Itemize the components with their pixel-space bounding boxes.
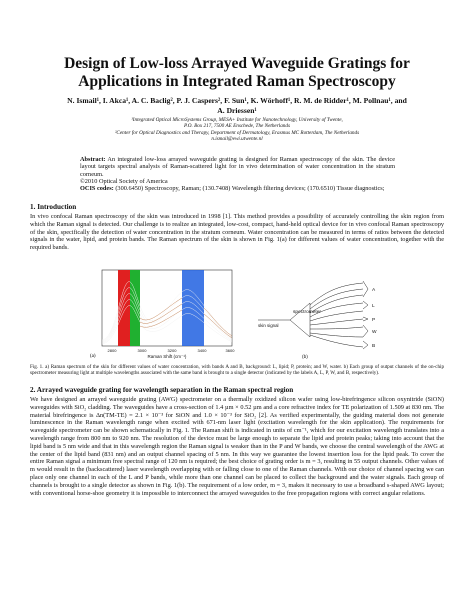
section-2-heading: 2. Arrayed waveguide grating for wavelength separation in the Raman spectral region [30, 386, 294, 394]
section-1-paragraph: In vivo confocal Raman spectroscopy of the skin was introduced in 1998 [1]. This method provides a possibility of accurately controlling the skin region from which the Raman signal is detected. Our challenge is to realize an integrated, low-cost, compact, hand-held optical device for in vivo confocal Raman spectroscopy of the skin, specifically the detection of water concentration in the stratum corneum. Water concentration can be measured in terms of ratios between the detected signals in the water, lipid, and protein bands. The Raman spectrum of the skin is shown in Fig. 1(a) for different values of water concentration, together with the required bands. [30, 213, 444, 252]
skin-signal-text: skin signal [258, 323, 279, 328]
skin-signal-label [258, 323, 279, 328]
authors-line-2: A. Driessen¹ [217, 105, 257, 115]
affiliation-1-address: P.O. Box 217, 7500 AE Enschede, The Netherlands [184, 123, 290, 130]
section-2-paragraph: We have designed an arrayed waveguide grating (AWG) spectrometer on a thermally oxidized silicon wafer using low-birefringence silicon oxynitride (SiON) waveguides with SiO₂ cladding. The waveguides have a cross-section of 1.4 µm × 0.52 µm and a core refractive index for TE polarization of 1.509 at 830 nm. The material birefringence is Δn(TM-TE) = 2.1 × 10⁻³ for SiON and 1.0 × 10⁻³ for SiO₂ [2]. As verified experimentally, the guiding material does not generate luminescence in the Raman wavelength range when excited with 671-nm laser light (excitation wavelength for the skin application). The requirements for waveguide spectrometer can be shown schematically in Fig. 1. The Raman shift is indicated in units of cm⁻¹, which for our excitation wavelength translates into a wavelength range from 800 nm to 920 nm. The resolution of the device must be large enough to separate the lipid and protein peaks; taking into account that the lipid band is 5 nm wide and that in this wavelength region the Raman signal is weaker than in the P and W bands, we choose the central wavelength of the AWG at the center of the lipid band (831 nm) and an output channel spacing of 5 nm. In this way we guarantee the lowest insertion loss for the lipid peak. To cover the entire Raman signal a minimum free spectral range of 120 nm is required; the best choice of grating order is m = 3, resulting in 55 output channels. Other values of m would result in the (backscattered) laser wavelength overlapping with or falling close to one of the Raman channels. With our choice of channel spacing we can place only one channel in each of the L and P bands, while more than one channel can be placed to collect the background and the water signals. Each group of channels is brought to a single detector as shown in Fig. 1(b). The requirement of a low order, m = 3, makes it necessary to use a broadband s-shaped AWG layout; with conventional horse-shoe geometry it is impossible to interconnect the arrayed waveguides to the free propagation regions with correct angular relations. [30, 396, 444, 497]
affiliation-2: ²Center for Optical Diagnostics and Therapy, Department of Dermatology, Erasmus MC Rotterdam, The Netherlands [114, 129, 360, 136]
band-p-highlight [130, 270, 140, 346]
abstract-text: An integrated low-loss arrayed waveguide grating is designed for Raman spectroscopy of the skin. The device layout targets spectral analysis of Raman-scattered light for in vivo determination of water concentration in the stratum corneum. [80, 156, 395, 178]
section-1-heading: 1. Introduction [30, 203, 77, 211]
output-label-p: P [372, 318, 376, 323]
x-axis-label: Raman Shift (cm⁻¹) [147, 354, 187, 359]
output-label-l: L [372, 304, 375, 309]
author-list [22, 96, 452, 115]
copyright: ©2010 Optical Society of America [80, 177, 168, 185]
figure-1b-label: (b) [302, 355, 308, 360]
output-label-w: W [372, 330, 377, 335]
title-line-2: Applications in Integrated Raman Spectroscopy [78, 73, 396, 90]
abstract-label: Abstract: [80, 156, 106, 163]
affiliations [30, 117, 444, 142]
x-tick-2800: 2800 [107, 348, 117, 353]
spectrometer-label: spectrometer [293, 310, 321, 315]
abstract [80, 156, 395, 192]
x-tick-3000: 3000 [137, 348, 147, 353]
output-label-a: A [372, 288, 376, 293]
title-line-1: Design of Low-loss Arrayed Waveguide Gratings for [64, 55, 410, 72]
section-1-body [30, 213, 444, 252]
figure-1a-label: (a) [90, 354, 96, 359]
output-label-b: B [372, 344, 376, 349]
ocis-label: OCIS codes: [80, 185, 114, 193]
figure-1-caption: Fig. 1. a) Raman spectrum of the skin for different values of water concentration, with bands A and B, background: L, lipid; P, protein; and W, water. b) Each group of output channels of the on-chip spectrometer measuring light at multiple wavelengths associated with the same band is brought to a single detector (indicated by the labels A, L, P, W, and B, respectively). [30, 364, 444, 377]
section-2-body [30, 396, 444, 497]
figure-1b-schematic [258, 275, 393, 360]
x-tick-3200: 3200 [167, 348, 177, 353]
figure-1a-spectrum [90, 268, 240, 360]
ocis-codes: (300.6450) Spectroscopy, Raman; (130.7408) Wavelength filtering devices; (170.6510) Tissue diagnostics; [113, 185, 385, 193]
paper-title [20, 55, 454, 91]
authors-line-1: N. Ismail¹, I. Akca¹, A. C. Baclig², P. J. Caspers², F. Sun¹, K. Wörhoff¹, R. M. de Ridder¹, M. Pollnau¹, and [67, 96, 407, 105]
x-tick-3400: 3400 [197, 348, 207, 353]
author-email[interactable]: n.ismail@ewi.utwente.nl [211, 135, 263, 142]
affiliation-1: ¹Integrated Optical MicroSystems Group, MESA+ Institute for Nanotechnology, University of Twente, [131, 117, 343, 123]
x-tick-3600: 3600 [225, 348, 235, 353]
